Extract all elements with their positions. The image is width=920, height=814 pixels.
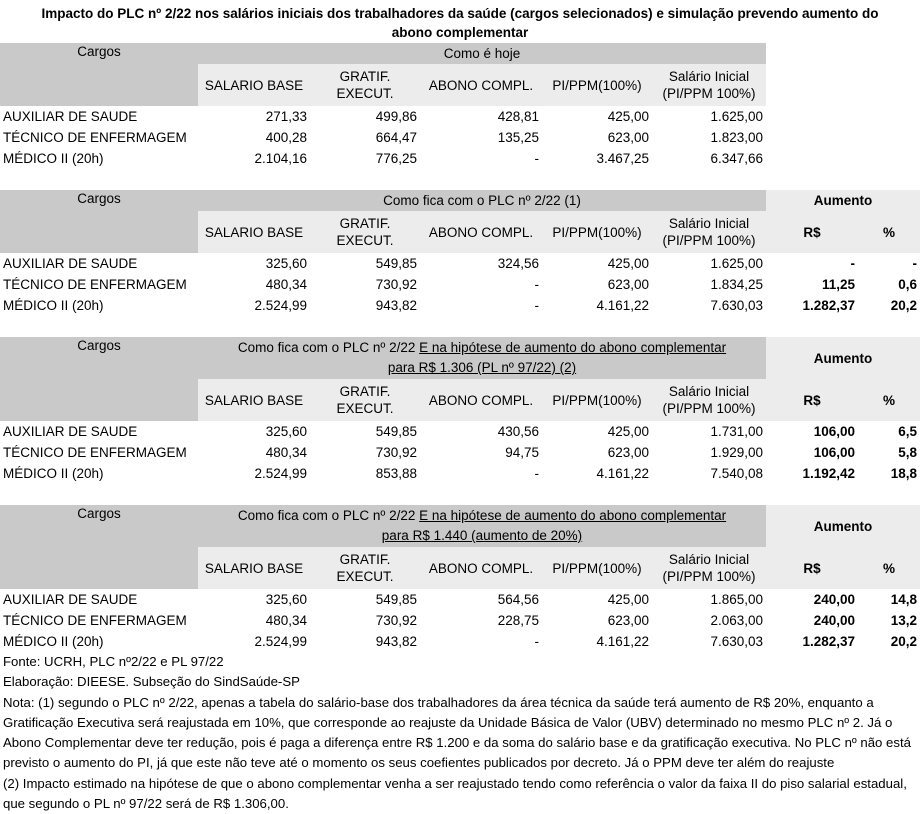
salario-base-cell: 2.104,16	[254, 151, 307, 166]
pct-header-text: %	[882, 560, 895, 576]
abono-header	[420, 547, 542, 589]
pi-ppm-cell: 4.161,22	[596, 298, 649, 313]
pi-ppm-cell: 425,00	[607, 592, 649, 607]
abono-cell: 324,56	[497, 256, 539, 271]
cargo-cell: AUXILIAR DE SAUDE	[3, 109, 138, 124]
pi-ppm-header-text: PI/PPM(100%)	[552, 77, 642, 93]
gratif-header-text: EXECUT.	[336, 401, 394, 416]
blank-cell	[766, 148, 920, 169]
abono-cell: 430,56	[497, 424, 539, 439]
aumento-pct-cell: 20,2	[890, 634, 917, 649]
aumento-rs-cell: 106,00	[813, 424, 855, 439]
salario-base-header	[198, 379, 310, 421]
salario-base-cell: 400,28	[265, 130, 307, 145]
salario-base-header-text: SALARIO BASE	[204, 77, 304, 93]
header-row-caption	[0, 505, 920, 547]
abono-header	[420, 211, 542, 253]
gratif-header-text: GRATIF.	[339, 69, 391, 84]
explanatory-note: Nota: (1) segundo o PLC nº 2/22, apenas a tabela do salário-base dos trabalhadores da área técnica da saúde terá aumento de R$ 20%, enquanto a Gratificação Executiva será reajustada em 10%, que corresponde ao reajuste da Unidade Básica de Valor (UBV) determinado no mesmo PLC nº 2. Já o Abono Complementar deve ter redução, pois é paga a diferença entre R$ 1.200 e da soma do salário base e da gratificação executiva. No PLC nº não está previsto o aumento do PI, já que este não teve até o momento os seus coefientes publicados por decreto. Já o PPM deve ter além do reajuste	[3, 694, 911, 771]
aumento-rs-cell: 1.282,37	[802, 298, 855, 313]
aumento-pct-cell: 0,6	[898, 277, 917, 292]
gratif-header	[310, 211, 420, 253]
pi-ppm-header	[542, 379, 652, 421]
aumento-rs-cell: 240,00	[813, 613, 855, 628]
cargo-cell: MÉDICO II (20h)	[3, 466, 104, 481]
salario-base-cell: 480,34	[265, 445, 307, 460]
pi-ppm-cell: 623,00	[607, 130, 649, 145]
salario-base-header-text: SALARIO BASE	[204, 224, 304, 240]
caption-line-2-text: para R$ 1.440 (aumento de 20%)	[381, 528, 583, 543]
abono-header-text: ABONO COMPL.	[428, 224, 534, 240]
table-row	[0, 589, 920, 610]
salario-inicial-header-text: (PI/PPM 100%)	[662, 401, 756, 416]
pi-ppm-header-text: PI/PPM(100%)	[552, 560, 642, 576]
aumento-pct-cell: 14,8	[890, 592, 917, 607]
abono-cell: -	[534, 298, 539, 313]
gratif-cell: 549,85	[375, 424, 417, 439]
pct-header-text: %	[882, 392, 895, 408]
table-row	[0, 148, 920, 169]
abono-cell: 428,81	[497, 109, 539, 124]
salario-inicial-header	[652, 379, 766, 421]
cargo-cell: MÉDICO II (20h)	[3, 298, 104, 313]
pi-ppm-cell: 623,00	[607, 277, 649, 292]
blank-cell	[766, 43, 920, 64]
salario-inicial-cell: 1.865,00	[710, 592, 763, 607]
table-row	[0, 421, 920, 442]
salario-inicial-header-text: (PI/PPM 100%)	[662, 86, 756, 101]
gratif-header-text: EXECUT.	[336, 233, 394, 248]
source-note: Fonte: UCRH, PLC nº2/22 e PL 97/22	[3, 654, 224, 669]
rs-header	[766, 379, 858, 421]
aumento-header: Aumento	[766, 190, 920, 211]
salario-base-cell: 2.524,99	[254, 634, 307, 649]
pct-header	[858, 211, 920, 253]
pi-ppm-cell: 4.161,22	[596, 634, 649, 649]
pi-ppm-cell: 4.161,22	[596, 466, 649, 481]
gratif-cell: 776,25	[375, 151, 417, 166]
pi-ppm-header-text: PI/PPM(100%)	[552, 392, 642, 408]
cargo-cell: AUXILIAR DE SAUDE	[3, 424, 138, 439]
salario-base-cell: 2.524,99	[254, 466, 307, 481]
cargo-cell: TÉCNICO DE ENFERMAGEM	[3, 613, 187, 628]
abono-cell: 228,75	[497, 613, 539, 628]
gratif-cell: 549,85	[375, 592, 417, 607]
table-row	[0, 442, 920, 463]
pi-ppm-cell: 425,00	[607, 109, 649, 124]
footer-notes	[3, 652, 917, 814]
gratif-cell: 730,92	[375, 613, 417, 628]
abono-header-text: ABONO COMPL.	[428, 392, 534, 408]
salario-inicial-cell: 7.630,03	[710, 634, 763, 649]
salario-inicial-header-text: Salário Inicial	[668, 69, 750, 84]
salario-inicial-cell: 1.929,00	[710, 445, 763, 460]
salario-inicial-cell: 7.540,08	[710, 466, 763, 481]
aumento-header: Aumento	[766, 337, 920, 379]
pi-ppm-cell: 3.467,25	[596, 151, 649, 166]
cargo-cell: MÉDICO II (20h)	[3, 634, 104, 649]
cargo-cell: AUXILIAR DE SAUDE	[3, 256, 138, 271]
salario-base-cell: 480,34	[265, 613, 307, 628]
abono-cell: -	[534, 151, 539, 166]
table-row	[0, 463, 920, 484]
blank-cell	[766, 106, 920, 127]
cargos-header: Cargos	[0, 505, 198, 589]
section-caption	[198, 190, 766, 211]
header-row-caption	[0, 337, 920, 379]
pct-header	[858, 379, 920, 421]
aumento-rs-cell: -	[850, 256, 855, 271]
salary-table-2	[0, 190, 920, 316]
salary-table-1	[0, 43, 920, 169]
caption-text: Como fica com o PLC nº 2/22	[237, 340, 420, 355]
salario-base-cell: 2.524,99	[254, 298, 307, 313]
salario-inicial-header	[652, 211, 766, 253]
cargo-cell: TÉCNICO DE ENFERMAGEM	[3, 130, 187, 145]
table-row	[0, 127, 920, 148]
header-row-caption	[0, 190, 920, 211]
cargo-cell: TÉCNICO DE ENFERMAGEM	[3, 277, 187, 292]
pi-ppm-cell: 425,00	[607, 424, 649, 439]
abono-cell: -	[534, 466, 539, 481]
gratif-header-text: GRATIF.	[339, 216, 391, 231]
salario-inicial-header-text: Salário Inicial	[668, 552, 750, 567]
aumento-header: Aumento	[766, 505, 920, 547]
cargo-cell: AUXILIAR DE SAUDE	[3, 592, 138, 607]
caption-line-2-text: para R$ 1.306 (PL nº 97/22) (2)	[387, 360, 577, 375]
salario-inicial-header-text: Salário Inicial	[668, 384, 750, 399]
salary-table-3	[0, 337, 920, 484]
gratif-header-text: GRATIF.	[339, 552, 391, 567]
gratif-cell: 943,82	[375, 298, 417, 313]
salario-inicial-cell: 1.731,00	[710, 424, 763, 439]
aumento-pct-cell: -	[912, 256, 917, 271]
document-title	[0, 4, 920, 42]
cargos-header: Cargos	[0, 190, 198, 253]
salario-inicial-cell: 7.630,03	[710, 298, 763, 313]
section-caption	[198, 505, 766, 547]
aumento-rs-cell: 11,25	[821, 277, 855, 292]
table-row	[0, 106, 920, 127]
salario-inicial-cell: 2.063,00	[710, 613, 763, 628]
table-row	[0, 253, 920, 274]
pi-ppm-header	[542, 211, 652, 253]
salario-inicial-header-text: (PI/PPM 100%)	[662, 233, 756, 248]
caption-text: Como é hoje	[443, 46, 521, 61]
salario-inicial-header	[652, 547, 766, 589]
salario-base-cell: 325,60	[265, 424, 307, 439]
salario-base-header	[198, 64, 310, 106]
pi-ppm-cell: 425,00	[607, 256, 649, 271]
abono-header-text: ABONO COMPL.	[428, 560, 534, 576]
title-line-2: abono complementar	[391, 25, 529, 40]
gratif-header	[310, 64, 420, 106]
abono-cell: -	[534, 634, 539, 649]
salario-base-cell: 271,33	[265, 109, 307, 124]
abono-cell: 135,25	[497, 130, 539, 145]
salario-inicial-cell: 6.347,66	[710, 151, 763, 166]
gratif-header-text: EXECUT.	[336, 86, 394, 101]
aumento-rs-cell: 240,00	[813, 592, 855, 607]
salario-base-header-text: SALARIO BASE	[204, 560, 304, 576]
salario-base-header-text: SALARIO BASE	[204, 392, 304, 408]
rs-header-text: R$	[803, 560, 821, 576]
salario-base-header	[198, 547, 310, 589]
rs-header-text: R$	[803, 392, 821, 408]
gratif-cell: 853,88	[375, 466, 417, 481]
abono-header	[420, 64, 542, 106]
aumento-rs-cell: 106,00	[813, 445, 855, 460]
blank-cell	[766, 127, 920, 148]
abono-header-text: ABONO COMPL.	[428, 77, 534, 93]
salary-table-4	[0, 505, 920, 652]
header-row-caption	[0, 43, 920, 64]
aumento-rs-cell: 1.282,37	[802, 634, 855, 649]
abono-cell: 564,56	[497, 592, 539, 607]
aumento-pct-cell: 6,5	[898, 424, 917, 439]
gratif-cell: 943,82	[375, 634, 417, 649]
abono-header	[420, 379, 542, 421]
salario-inicial-cell: 1.625,00	[710, 256, 763, 271]
gratif-cell: 730,92	[375, 445, 417, 460]
pi-ppm-header	[542, 547, 652, 589]
abono-cell: -	[534, 277, 539, 292]
salario-inicial-header	[652, 64, 766, 106]
table-row	[0, 274, 920, 295]
salario-inicial-header-text: Salário Inicial	[668, 216, 750, 231]
salario-base-cell: 325,60	[265, 592, 307, 607]
salario-base-cell: 325,60	[265, 256, 307, 271]
title-line-1: Impacto do PLC nº 2/22 nos salários iniciais dos trabalhadores da saúde (cargos selecionados) e simulação prevendo aumento do	[41, 6, 879, 21]
gratif-header	[310, 547, 420, 589]
pct-header	[858, 547, 920, 589]
elaboration-note: Elaboração: DIEESE. Subseção do SindSaúde-SP	[3, 674, 300, 690]
blank-cell	[766, 64, 920, 106]
cargo-cell: TÉCNICO DE ENFERMAGEM	[3, 445, 187, 460]
table-row	[0, 295, 920, 316]
pct-header-text: %	[882, 224, 895, 240]
pi-ppm-header	[542, 64, 652, 106]
explanatory-note-2: (2) Impacto estimado na hipótese de que o abono complementar venha a ser reajustado tendo como referência o valor da faixa II do piso salarial estadual, que segundo o PL nº 97/22 será de R$ 1.306,00.	[3, 775, 907, 812]
aumento-pct-cell: 20,2	[890, 298, 917, 313]
rs-header	[766, 211, 858, 253]
salario-base-header	[198, 211, 310, 253]
gratif-cell: 499,86	[375, 109, 417, 124]
caption-underlined-text: E na hipótese de aumento do abono complementar	[419, 508, 727, 523]
caption-text: Como fica com o PLC nº 2/22	[237, 508, 420, 523]
salario-inicial-cell: 1.625,00	[710, 109, 763, 124]
gratif-cell: 730,92	[375, 277, 417, 292]
aumento-pct-cell: 13,2	[890, 613, 917, 628]
pi-ppm-header-text: PI/PPM(100%)	[552, 224, 642, 240]
gratif-cell: 549,85	[375, 256, 417, 271]
caption-underlined-text: E na hipótese de aumento do abono complementar	[419, 340, 727, 355]
gratif-header	[310, 379, 420, 421]
section-caption	[198, 43, 766, 64]
cargo-cell: MÉDICO II (20h)	[3, 151, 104, 166]
gratif-header-text: EXECUT.	[336, 569, 394, 584]
section-caption	[198, 337, 766, 379]
gratif-header-text: GRATIF.	[339, 384, 391, 399]
table-row	[0, 610, 920, 631]
gratif-cell: 664,47	[375, 130, 417, 145]
caption-text: Como fica com o PLC nº 2/22 (1)	[383, 193, 581, 208]
cargos-header: Cargos	[0, 43, 198, 106]
salario-inicial-cell: 1.834,25	[710, 277, 763, 292]
aumento-rs-cell: 1.192,42	[802, 466, 855, 481]
table-row	[0, 631, 920, 652]
aumento-pct-cell: 5,8	[898, 445, 917, 460]
aumento-pct-cell: 18,8	[890, 466, 917, 481]
rs-header-text: R$	[803, 224, 821, 240]
abono-cell: 94,75	[505, 445, 539, 460]
salario-inicial-header-text: (PI/PPM 100%)	[662, 569, 756, 584]
rs-header	[766, 547, 858, 589]
pi-ppm-cell: 623,00	[607, 613, 649, 628]
salario-base-cell: 480,34	[265, 277, 307, 292]
cargos-header: Cargos	[0, 337, 198, 421]
pi-ppm-cell: 623,00	[607, 445, 649, 460]
salario-inicial-cell: 1.823,00	[710, 130, 763, 145]
